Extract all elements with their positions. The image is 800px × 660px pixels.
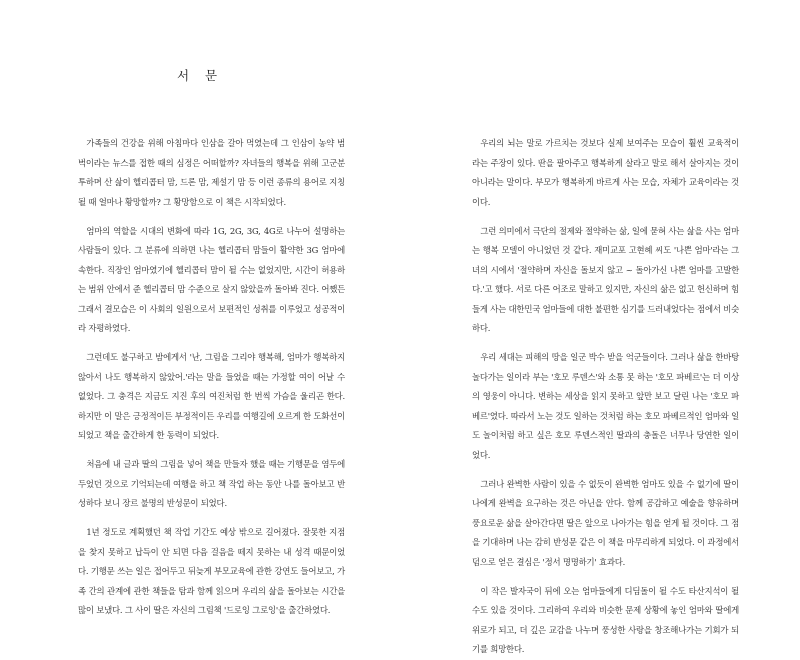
- paragraph: 1년 정도로 계획했던 책 작업 기간도 예상 밖으로 길어졌다. 잘못한 지점을 찾지 못하고 납득이 안 되면 다음 걸음을 떼지 못하는 내 성격 때문이었다. 기행문 쓰는 일은 접어두고 뒤늦게 부모교육에 관한 강연도 들어보고, 가족 간의 관계에 관한 책들을 탐과 함께 읽으며 우리의 삶을 돌아보는 시간을 많이 보냈다. 그 사이 딸은 자신의 그림책 '드로잉 그로잉'을 출간하였다.: [78, 527, 345, 615]
- right-column: [472, 134, 739, 660]
- left-column: [78, 134, 345, 621]
- paragraph: 엄마의 역할을 시대의 변화에 따라 1G, 2G, 3G, 4G로 나누어 설명하는 사람들이 있다. 그 분류에 의하면 나는 헬리콥터 맘들이 활약한 3G 엄마에 속한다. 직장인 엄마였기에 헬리콥터 맘이 될 수는 없었지만, 시간이 허용하는 범위 안에서 준 헬리콥터 맘 수준으로 살지 않았을까 돌아봐 진다. 어쨌든 그래서 결모습은 이 사회의 일원으로서 보편적인 성취를 이루었고 성공적이라 자평하였다.: [78, 225, 345, 333]
- paragraph: 우리의 뇌는 말로 가르치는 것보다 실제 보여주는 모습이 훨씬 교육적이라는 주장이 있다. 딴을 팔아주고 행복하게 살라고 말로 해서 살아지는 것이 아니라는 말이다. 부모가 행복하게 바르게 사는 모습, 자체가 교육이라는 것이다.: [472, 138, 739, 207]
- paragraph: 그러나 완벽한 사람이 있을 수 없듯이 완벽한 엄마도 있을 수 없기에 딸이 나에게 완벽을 요구하는 것은 아닌을 안다. 함께 공감하고 예술을 향유하며 풍요로운 삶을 살아간다면 딸은 앞으로 나아가는 힘을 얻게 될 것이다. 그 점을 기대하며 나는 감히 반성문 같은 이 책을 마무리하게 되었다. 이 과정에서 덤으로 얻은 결심은 '정서 명명하기' 효과다.: [472, 478, 739, 567]
- paragraph: 처음에 내 글과 딸의 그림을 넣어 책을 만들자 했을 때는 기행문을 염두에 두었던 것으로 기억되는데 여행을 하고 책 작업 하는 동안 나를 돌아보고 반성하다 보니 장르 불명의 반성문이 되었다.: [78, 459, 345, 508]
- page-title: 서 문: [176, 68, 224, 83]
- paragraph: 가족들의 건강을 위해 아침마다 인삼을 갈아 먹였는데 그 인삼이 농약 범벅이라는 뉴스를 접한 때의 심정은 어떠할까? 자녀들의 행복을 위해 고군분투하며 산 삶이 헬리콥터 맘, 드론 맘, 제설기 맘 등 이런 종류의 용어로 지칭될 때 얼마나 황망할까? 그 황망함으로 이 책은 시작되었다.: [78, 138, 345, 207]
- paragraph: 그런 의미에서 극단의 절제와 절약하는 삶, 일에 묻혀 사는 삶을 사는 엄마는 행복 모델이 아니었던 것 같다. 재미교포 고현혜 씨도 '나쁜 엄마'라는 그녀의 시에서 '절약하며 자신을 돌보지 않고 ~ 돌아가신 나쁜 엄마를 고발한다.'고 했다. 서로 다른 어조로 말하고 있지만, 자신의 삶은 없고 헌신하며 힘들게 사는 대한민국 엄마들에 대한 불편한 심기를 드러내었다는 점에서 비슷하다.: [472, 225, 739, 333]
- paragraph: 그런데도 불구하고 밤에게서 '난, 그림을 그리야 행복해, 엄마가 행복하지 않아서 나도 행복하지 않았어.'라는 말을 들었을 때는 가정할 여이 어날 수 없었다. 그 충격은 지금도 지진 후의 여진처럼 한 번씩 가슴을 울리곤 한다. 하지만 이 말은 긍정적이든 부정적이든 우리를 여행길에 오르게 한 도화선이 되었고 책을 출간하게 한 동력이 되었다.: [78, 352, 345, 440]
- paragraph: 이 작은 발자국이 뒤에 오는 엄마들에게 디딤돌이 될 수도 타산지석이 될 수도 있을 것이다. 그리하여 우리와 비슷한 문제 상황에 놓인 엄마와 딸에게 위로가 되고, 더 깊은 교감을 나누며 풍성한 사랑을 창조해나가는 기회가 되기를 희망한다.: [472, 585, 739, 654]
- paragraph: 우리 세대는 피해의 땅을 일군 박수 받을 억군들이다. 그러나 삶을 한바탕 놀다가는 일이라 부는 '호모 루덴스'와 소통 못 하는 '호모 파베르'는 더 이상의 영웅이 아니다. 변하는 세상을 읽지 못하고 앞만 보고 달린 나는 '호모 파베르'였다. 따라서 노는 것도 일하는 것처럼 하는 호모 파베르적인 엄마와 일도 놀이처럼 하고 싶은 호모 루덴스적인 딸과의 충돌은 너무나 당연한 일이었다.: [472, 352, 739, 460]
